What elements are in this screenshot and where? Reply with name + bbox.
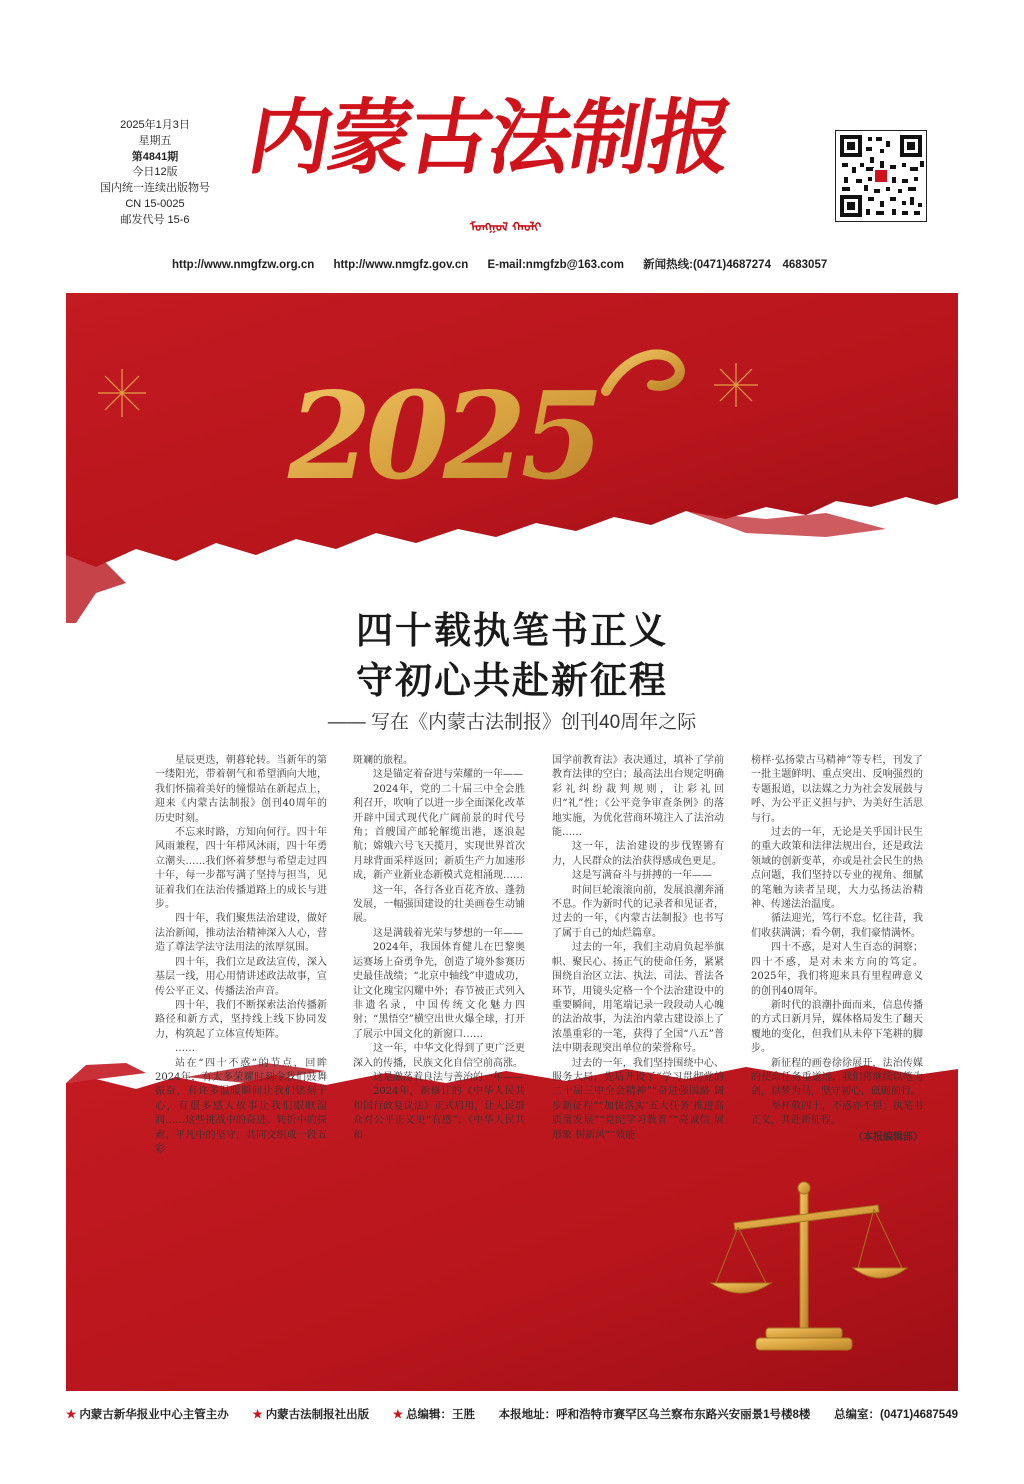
mongolian-title: ᠮᠤᠩᠭᠤᠯ ᠬᠠᠤᠯᠢ [470, 220, 542, 234]
star-icon: ★ [252, 1409, 263, 1421]
paragraph: 这一年，法治建设的步伐铿锵有力，人民群众的法治获得感成色更足。 [552, 841, 724, 867]
paragraph: 新时代的浪潮扑面而来，信息传播的方式日新月异，媒体格局发生了翻天覆地的变化，但我们从未停下笔耕的脚步。 [751, 999, 923, 1055]
star-icon: ★ [66, 1409, 77, 1421]
page-footer [66, 1406, 958, 1422]
paragraph: 循法迎光，笃行不怠。忆往昔，我们收获满满；看今朝，我们豪情满怀。 [751, 913, 923, 939]
paragraph: 这一年，中华文化得到了更广泛更深入的传播，民族文化自信空前高涨。 [353, 1043, 525, 1069]
article-subtitle: —— 写在《内蒙古法制报》创刊40周年之际 [327, 712, 697, 733]
paragraph: 四十年，我们聚焦法治建设，做好法治新闻，推动法治精神深入人心，营造了尊法学法守法用法的浓厚氛围。 [155, 913, 327, 954]
firework-left-icon [98, 369, 146, 417]
newspaper-title: 内蒙古法制报 [241, 90, 739, 186]
footer-office: 总编室：(0471)4687549 [833, 1409, 958, 1421]
footer-editor-item [393, 1406, 475, 1422]
paragraph: 这是锚定着奋进与荣耀的一年—— [373, 769, 523, 781]
paragraph: 四十年，我们立足政法宣传，深入基层一线，用心用情讲述政法故事，宣传公平正义、传播法治声音。 [155, 956, 327, 997]
issue-cn: CN 15-0025 [125, 197, 185, 210]
paragraph: 新征程的画卷徐徐展开，法治传媒的使命任务重道远，我们将继续以笔为剑，以梦为马，坚守初心，砥砺前行。 [751, 1057, 923, 1098]
paragraph: 过去的一年，我们坚持围绕中心、服务大局，先后开设了“学习贯彻党的二十届三中全会精神”“奋进强国路 阔步新征程”“加快落实‘五大任务’推进高质量发展”“党纪学习教育”“亮诚信 展形象 树新风”“效能 [552, 1057, 724, 1141]
article-column-3 [552, 754, 724, 1143]
contact-bar [172, 256, 843, 272]
paragraph: 这是写满奋斗与拼搏的一年—— [572, 870, 712, 882]
issue-meta [80, 118, 230, 229]
headline-line-2: 守初心共赴新征程 [356, 658, 668, 702]
paragraph: 这是满载着光荣与梦想的一年—— [373, 927, 523, 939]
news-hotline: 新闻热线:(0471)4687274 4683057 [643, 259, 828, 271]
newspaper-logo [241, 88, 810, 198]
issue-postal: 邮发代号 15-6 [120, 213, 190, 226]
issue-pages: 今日12版 [132, 166, 178, 179]
issue-number: 第4841期 [131, 150, 179, 163]
paragraph: 2024年，新修订的《中华人民共和国行政复议法》正式启用，让人民群众对公平正义更“有感”；《中华人民共和 [353, 1086, 525, 1141]
paragraph: 站在“四十不惑”的节点，回眸2024年，有太多荣耀时刻令我们鼓舞振奋，有许多温暖瞬间让我们铭刻于心，有很多感人故事让我们眼眶湿润……这些挑战中的奋进、转折中的探索、平凡中的坚守，共同交织成一段五彩 [155, 1057, 327, 1155]
article-column-1 [155, 754, 327, 1157]
footer-publisher-item [66, 1406, 229, 1422]
footer-press: 内蒙古法制报社出版 [265, 1409, 370, 1421]
paragraph: 星辰更迭，朝暮轮转。当新年的第一缕阳光，带着朝气和希望洒向大地，我们怀揣着美好的憧憬站在新起点上，迎来《内蒙古法制报》创刊40周年的历史时刻。 [155, 755, 327, 824]
footer-press-item [252, 1406, 369, 1422]
footer-editor: 总编辑：王胜 [406, 1409, 476, 1421]
star-icon: ★ [392, 1409, 404, 1421]
issue-weekday: 星期五 [138, 134, 172, 147]
paragraph: 过去的一年，我们主动肩负起举旗帜、聚民心、扬正气的使命任务，紧紧围绕自治区立法、执法、司法、普法各环节，用镜头定格一个个法治建设中的重要瞬间，用笔端记录一段段动人心魄的法治故事，为法治内蒙古建设添上了浓墨重彩的一笔，获得了全国“八五”普法中期表现突出单位的荣誉称号。 [552, 942, 724, 1055]
paragraph: 时间巨轮滚滚向前，发展浪潮奔涌不息。作为新时代的记录者和见证者，过去的一年，《内蒙古法制报》也书写了属于自己的灿烂篇章。 [552, 884, 724, 939]
paragraph: 国学前教育法》表决通过，填补了学前教育法律的空白；最高法出台规定明确彩礼纠纷裁判规则，让彩礼回归“礼”性；《公平竞争审查条例》的落地实施，为优化营商环境注入了法治动能…… [552, 755, 724, 839]
email-link[interactable]: E-mail:nmgfzb@163.com [487, 259, 624, 271]
issue-serial: 国内统一连续出版物号 [100, 182, 210, 195]
paragraph: …… [175, 1043, 195, 1055]
paragraph: 斑斓的旅程。 [353, 755, 413, 766]
paragraph: 过去的一年，无论是关乎国计民生的重大政策和法律法规出台，还是政法领域的创新变革，亦或是社会民生的热点问题，我们坚持以专业的视角、细腻的笔触为读者呈现，大力弘扬法治精神、传递法治温度。 [751, 827, 923, 911]
article-byline: （本报编辑部） [853, 1131, 923, 1143]
footer-address: 本报地址：呼和浩特市赛罕区乌兰察布东路兴安丽景1号楼8楼 [498, 1409, 811, 1421]
paragraph: 四十不惑，是对人生百态的洞察；四十不惑，是对未来方向的笃定。2025年，我们将迎来具有里程碑意义的创刊40周年。 [751, 942, 923, 997]
year-2025-calligraphy: 2025 [288, 366, 598, 507]
footer-publisher: 内蒙古新华报业中心主管主办 [79, 1409, 229, 1421]
paragraph: 这是激荡着良法与善治的一年—— [373, 1071, 523, 1083]
qr-code-icon[interactable] [835, 130, 927, 222]
firework-right-icon [714, 363, 758, 407]
website-link-2[interactable]: http://www.nmgfz.gov.cn [333, 259, 469, 271]
article-column-2 [353, 754, 525, 1143]
paragraph: 四十年，我们不断探索法治传播新路径和新方式，坚持线上线下协同发力，构筑起了立体宣传矩阵。 [155, 999, 327, 1040]
paragraph: 2024年，党的二十届三中全会胜利召开，吹响了以进一步全面深化改革开辟中国式现代化广阔前景的时代号角；首艘国产邮轮解缆出港，逐浪起航；嫦娥六号飞天揽月，实现世界首次月球背面采样返回；新质生产力加速形成，新产业新业态新模式竞相涌现…… [353, 783, 525, 882]
paragraph: 榜样·弘扬蒙古马精神”等专栏，刊发了一批主题鲜明、重点突出、反响强烈的专题报道，以法媒之力为社会发展鼓与呼、为公平正义担与护、为美好生活思与行。 [751, 755, 923, 824]
headline-line-1: 四十载执笔书正义 [356, 608, 668, 652]
paragraph: 不忘来时路，方知向何行。四十年风雨兼程，四十年栉风沐雨，四十年勇立潮头……我们怀着梦想与希望走过四十年，每一步都写满了坚持与担当，见证着我们在法治传播道路上的成长与进步。 [155, 827, 327, 911]
paragraph: 举杯敬四十，不惑亦不惧；执笔书正义，共赴新征程。 [751, 1100, 923, 1127]
website-link-1[interactable]: http://www.nmgfzw.org.cn [172, 259, 315, 271]
article-column-4 [751, 754, 923, 1145]
paragraph: 这一年，各行各业百花齐放、蓬勃发展，一幅强国建设的壮美画卷生动铺展。 [353, 884, 525, 925]
issue-date: 2025年1月3日 [120, 119, 190, 131]
paragraph: 2024年，我国体育健儿在巴黎奥运赛场上奋勇争先，创造了境外参赛历史最佳战绩；“北京中轴线”申遗成功，让文化瑰宝闪耀中外；春节被正式列入非遗名录，中国传统文化魅力四射；“黑悟空”横空出世火爆全球，打开了展示中国文化的新窗口…… [353, 942, 525, 1040]
